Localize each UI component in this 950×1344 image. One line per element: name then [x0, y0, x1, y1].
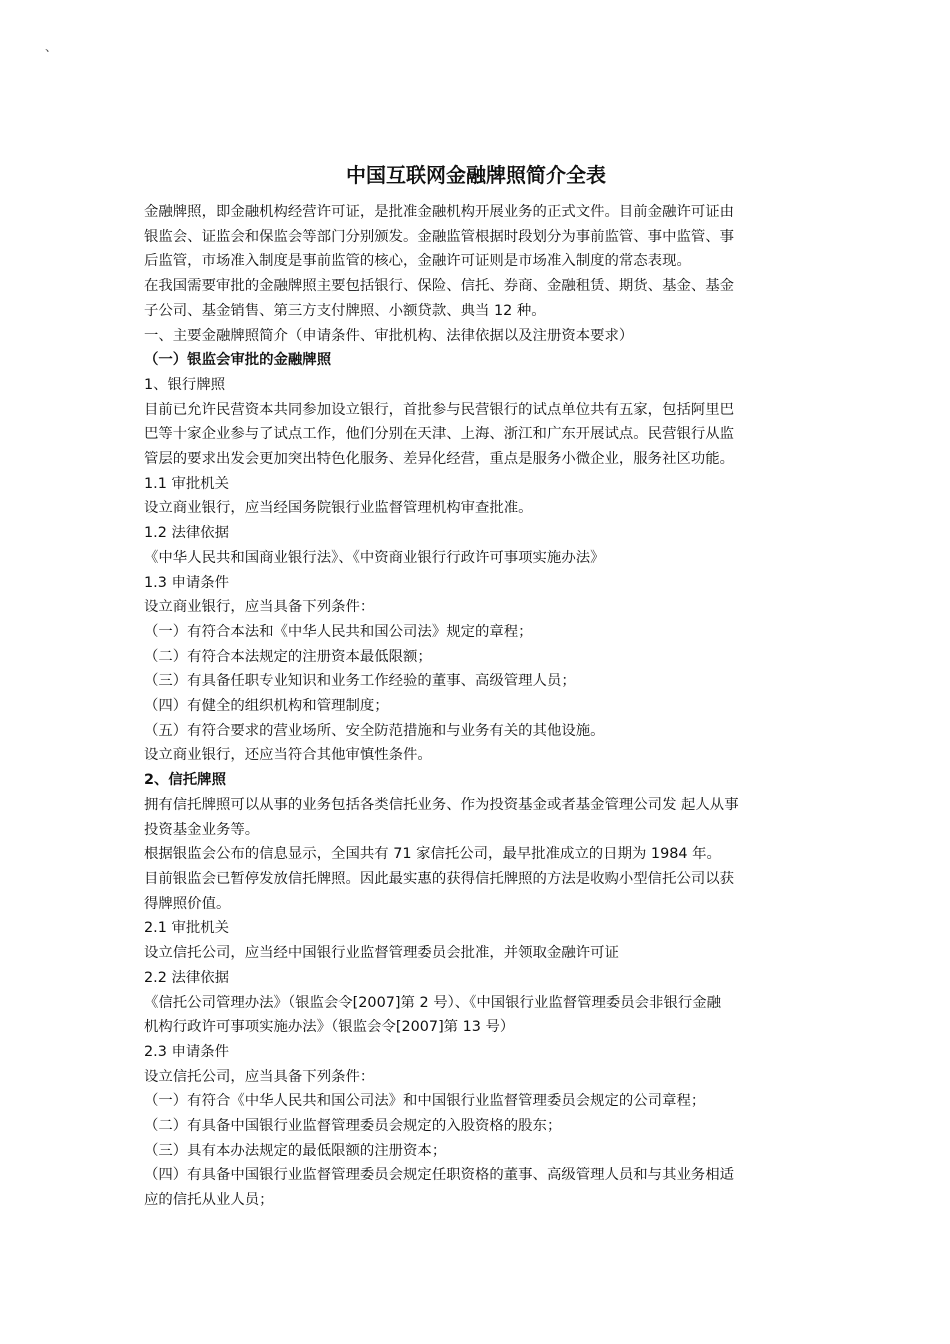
list-item: （五）有符合要求的营业场所、安全防范措施和与业务有关的其他设施。	[144, 722, 605, 739]
body-line: 后监管，市场准入制度是事前监管的核心，金融许可证则是市场准入制度的常态表现。	[144, 253, 691, 270]
body-line: 设立商业银行，应当具备下列条件：	[144, 599, 375, 616]
list-item: （四）有具备中国银行业监督管理委员会规定任职资格的董事、高级管理人员和与其业务相适	[144, 1167, 735, 1184]
body-line: 机构行政许可事项实施办法》（银监会令[2007]第 13 号）	[144, 1019, 515, 1036]
body-line: 《信托公司管理办法》（银监会令[2007]第 2 号）、《中国银行业监督管理委员会非银行金融	[144, 994, 722, 1011]
body-line: 设立商业银行，还应当符合其他审慎性条件。	[144, 747, 432, 764]
item-heading: 2.1 审批机关	[144, 920, 230, 937]
body-line: 目前银监会已暂停发放信托牌照。因此最实惠的获得信托牌照的方法是收购小型信托公司以获	[144, 870, 735, 887]
section-heading: 一、主要金融牌照简介（申请条件、审批机构、法律依据以及注册资本要求）	[144, 327, 634, 344]
body-line: 目前已允许民营资本共同参加设立银行，首批参与民营银行的试点单位共有五家，包括阿里巴	[144, 401, 735, 418]
list-item: （一）有符合本法和《中华人民共和国公司法》规定的章程；	[144, 623, 533, 640]
list-item: （三）有具备任职专业知识和业务工作经验的董事、高级管理人员；	[144, 673, 576, 690]
body-line: 金融牌照，即金融机构经营许可证，是批准金融机构开展业务的正式文件。目前金融许可证由	[144, 204, 735, 220]
item-heading: 1、银行牌照	[144, 376, 226, 393]
body-line: 子公司、基金销售、第三方支付牌照、小额贷款、典当 12 种。	[144, 302, 546, 319]
list-item: （四）有健全的组织机构和管理制度；	[144, 698, 389, 715]
item-heading: 1.3 申请条件	[144, 574, 230, 591]
list-item: （二）有符合本法规定的注册资本最低限额；	[144, 648, 432, 665]
body-line: 设立信托公司，应当具备下列条件：	[144, 1068, 375, 1085]
item-heading: 1.2 法律依据	[144, 525, 230, 542]
item-heading: 2.2 法律依据	[144, 969, 230, 986]
body-line: 在我国需要审批的金融牌照主要包括银行、保险、信托、券商、金融租赁、期货、基金、基金	[144, 278, 735, 295]
subsection-heading: （一）银监会审批的金融牌照	[144, 352, 332, 369]
body-line: 管层的要求出发会更加突出特色化服务、差异化经营，重点是服务小微企业，服务社区功能。	[144, 451, 735, 468]
item-heading: 1.1 审批机关	[144, 475, 230, 492]
list-item: （三）具有本办法规定的最低限额的注册资本；	[144, 1142, 447, 1159]
body-line: 根据银监会公布的信息显示，全国共有 71 家信托公司，最早批准成立的日期为 1984 年。	[144, 846, 721, 863]
body-line: 设立商业银行，应当经国务院银行业监督管理机构审查批准。	[144, 500, 533, 517]
body-line: 银监会、证监会和保监会等部门分别颁发。金融监管根据时段划分为事前监管、事中监管、事	[144, 228, 735, 245]
corner-mark: 、	[45, 40, 58, 54]
body-line: 《中华人民共和国商业银行法》、《中资商业银行行政许可事项实施办法》	[144, 549, 605, 566]
body-line: 投资基金业务等。	[144, 821, 260, 838]
item-heading: 2.3 申请条件	[144, 1043, 230, 1060]
document-page	[144, 160, 808, 1213]
body-line: 巴等十家企业参与了试点工作，他们分别在天津、上海、浙江和广东开展试点。民营银行从监	[144, 426, 735, 443]
item-heading-bold: 2、信托牌照	[144, 772, 226, 789]
list-item: （一）有符合《中华人民共和国公司法》和中国银行业监督管理委员会规定的公司章程；	[144, 1093, 706, 1110]
body-line: 设立信托公司，应当经中国银行业监督管理委员会批准，并领取金融许可证	[144, 945, 619, 962]
list-item: （二）有具备中国银行业监督管理委员会规定的入股资格的股东；	[144, 1118, 562, 1135]
document-title: 中国互联网金融牌照简介全表	[346, 163, 606, 187]
document-body	[144, 200, 808, 1213]
body-line: 得牌照价值。	[144, 895, 231, 912]
body-line: 应的信托从业人员；	[144, 1192, 274, 1209]
body-line: 拥有信托牌照可以从事的业务包括各类信托业务、作为投资基金或者基金管理公司发 起人从事	[144, 796, 739, 813]
